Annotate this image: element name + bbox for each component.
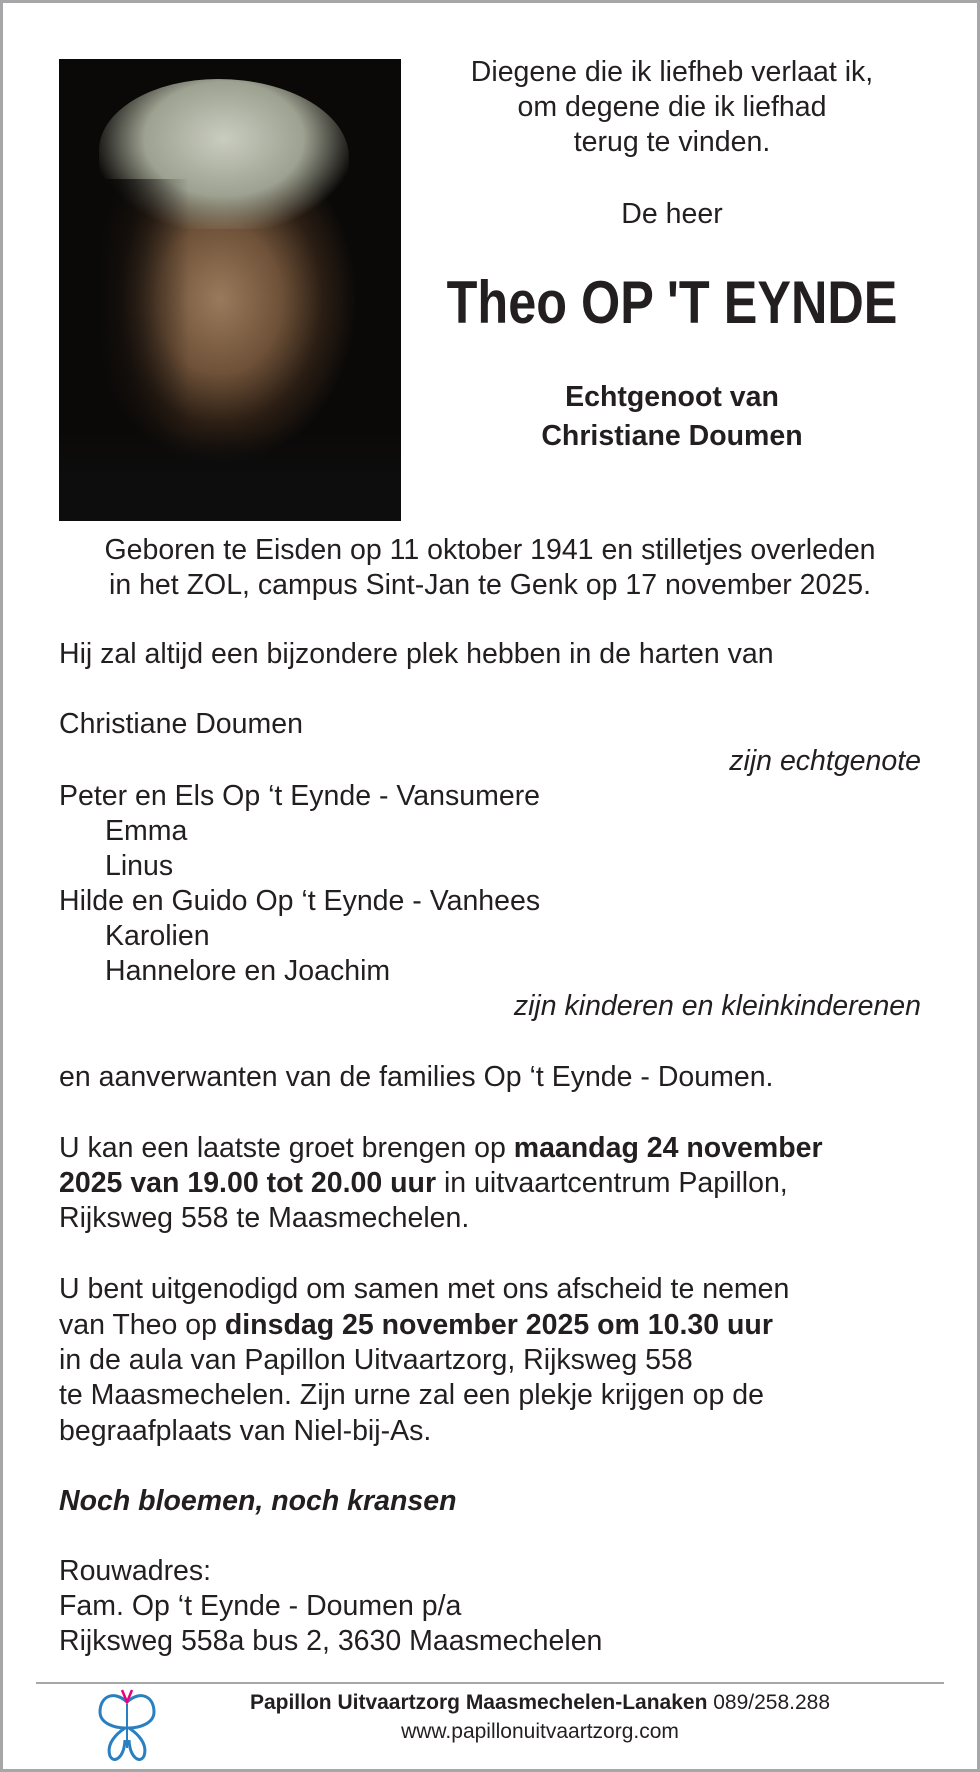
quote-line: Diegene die ik liefheb verlaat ik, — [470, 56, 874, 88]
family-member: Karolien — [105, 920, 210, 952]
ceremony-date: dinsdag 25 november 2025 om 10.30 uur — [224, 1309, 773, 1341]
address-line: Rouwadres: — [59, 1555, 212, 1587]
visitation-line — [59, 1131, 823, 1166]
footer-website[interactable]: www.papillonuitvaartzorg.com — [401, 1720, 679, 1743]
visitation-text: U kan een laatste groet brengen op — [59, 1132, 514, 1164]
portrait-photo — [59, 59, 401, 521]
footer-divider — [36, 1682, 944, 1684]
visitation-line — [59, 1166, 788, 1201]
address-line: Rijksweg 558a bus 2, 3630 Maasmechelen — [59, 1625, 603, 1657]
footer-company-line — [190, 1690, 890, 1716]
spouse-line: Christiane Doumen — [541, 420, 803, 452]
footer-phone: 089/258.288 — [707, 1691, 831, 1714]
family-member: Hilde en Guido Op ‘t Eynde - Vanhees — [59, 885, 541, 917]
visitation-date: maandag 24 november — [513, 1132, 823, 1164]
relatives-line: en aanverwanten van de families Op ‘t Eynde - Doumen. — [59, 1061, 774, 1093]
ceremony-line: te Maasmechelen. Zijn urne zal een plekje krijgen op de — [59, 1379, 764, 1411]
salutation: De heer — [621, 198, 723, 230]
footer-company: Papillon Uitvaartzorg Maasmechelen-Lanaken — [249, 1691, 708, 1714]
spouse-line: Echtgenoot van — [565, 381, 779, 413]
visitation-line: Rijksweg 558 te Maasmechelen. — [59, 1202, 470, 1234]
family-spouse: Christiane Doumen — [59, 708, 303, 740]
ceremony-line: in de aula van Papillon Uitvaartzorg, Rijksweg 558 — [59, 1344, 693, 1376]
birth-line: in het ZOL, campus Sint-Jan te Genk op 17 november 2025. — [108, 569, 871, 601]
visitation-time: 2025 van 19.00 tot 20.00 uur — [59, 1167, 437, 1199]
visitation-text: in uitvaartcentrum Papillon, — [436, 1167, 788, 1199]
birth-line: Geboren te Eisden op 11 oktober 1941 en stilletjes overleden — [104, 534, 876, 566]
quote-line: om degene die ik liefhad — [517, 91, 827, 123]
family-member: Peter en Els Op ‘t Eynde - Vansumere — [59, 780, 541, 812]
ceremony-line: begraafplaats van Niel-bij-As. — [59, 1415, 432, 1447]
quote-line: terug te vinden. — [573, 126, 771, 158]
photo-shirt — [59, 431, 401, 521]
spouse-role: zijn echtgenote — [729, 745, 921, 777]
ceremony-line — [59, 1308, 773, 1343]
family-member: Hannelore en Joachim — [105, 955, 391, 987]
flowers-notice: Noch bloemen, noch kransen — [59, 1485, 457, 1517]
ceremony-line: U bent uitgenodigd om samen met ons afscheid te nemen — [59, 1273, 790, 1305]
ceremony-text: van Theo op — [59, 1309, 225, 1341]
intro-text: Hij zal altijd een bijzondere plek hebben in de harten van — [59, 638, 774, 670]
children-role: zijn kinderen en kleinkinderenen — [513, 990, 921, 1022]
address-line: Fam. Op ‘t Eynde - Doumen p/a — [59, 1590, 462, 1622]
family-member: Emma — [105, 815, 188, 847]
butterfly-logo-icon — [94, 1688, 160, 1764]
deceased-name: Theo OP 'T EYNDE — [446, 269, 898, 336]
family-member: Linus — [105, 850, 174, 882]
